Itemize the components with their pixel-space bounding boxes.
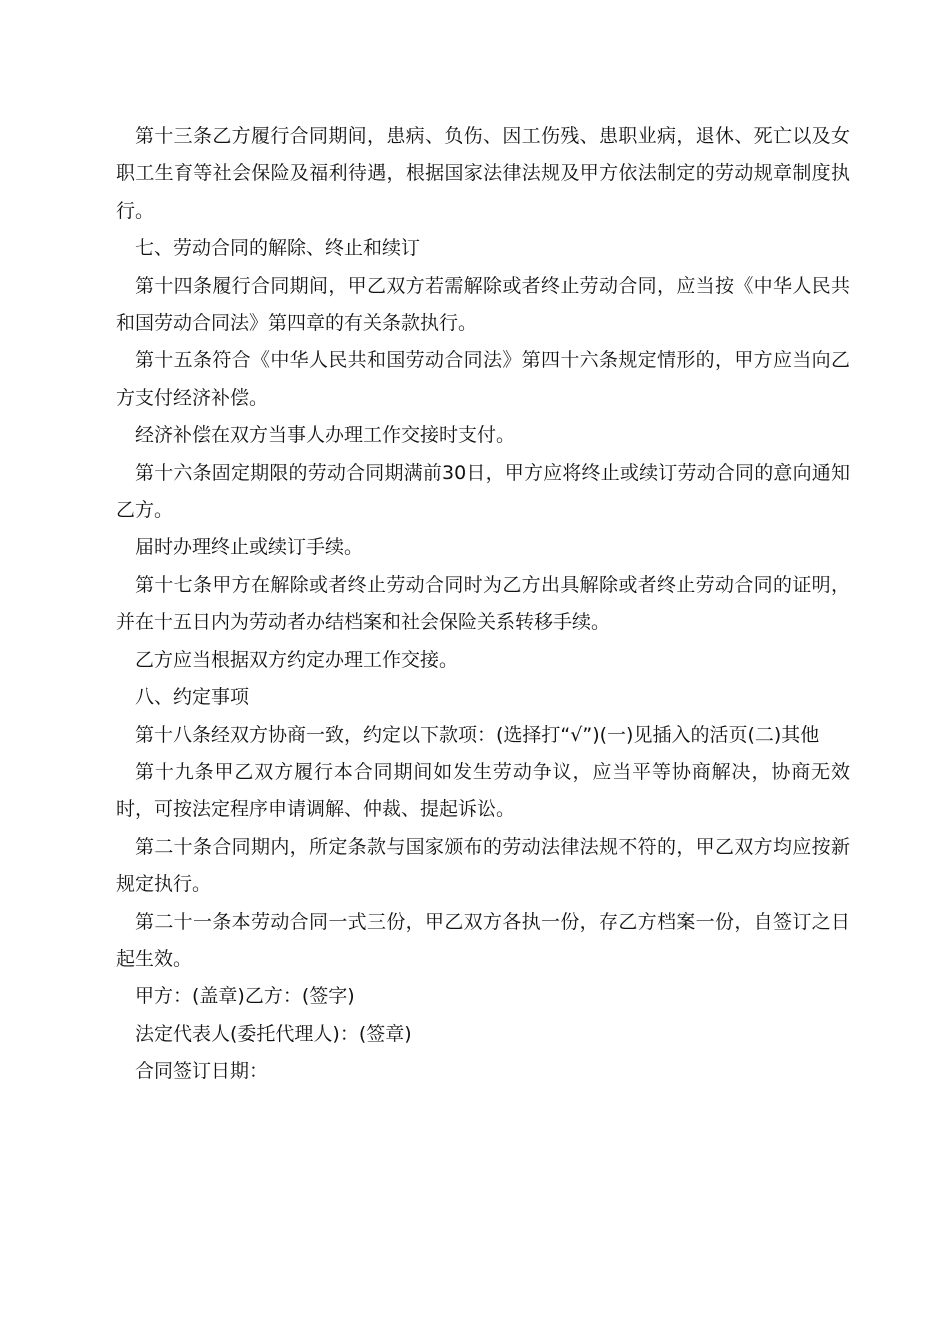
section-heading-8: 八、约定事项 xyxy=(135,686,250,709)
clause-15: 第十五条符合《中华人民共和国劳动合同法》第四十六条规定情形的，甲方应当向乙方支付经济补偿。 xyxy=(116,349,850,409)
clause-14: 第十四条履行合同期间，甲乙双方若需解除或者终止劳动合同，应当按《中华人民共和国劳动合同法》第四章的有关条款执行。 xyxy=(116,274,850,335)
clause-21: 第二十一条本劳动合同一式三份，甲乙双方各执一份，存乙方档案一份，自签订之日起生效。 xyxy=(116,910,850,970)
legal-representative-line: 法定代表人(委托代理人)：(签章) xyxy=(135,1022,412,1045)
section-heading-7: 七、劳动合同的解除、终止和续订 xyxy=(135,237,421,260)
renewal-procedure-note: 届时办理终止或续订手续。 xyxy=(135,536,364,559)
clause-19: 第十九条甲乙双方履行本合同期间如发生劳动争议，应当平等协商解决，协商无效时，可按法定程序申请调解、仲裁、提起诉讼。 xyxy=(116,760,850,821)
compensation-payment-note: 经济补偿在双方当事人办理工作交接时支付。 xyxy=(135,424,516,447)
clause-16: 第十六条固定期限的劳动合同期满前30日，甲方应将终止或续订劳动合同的意向通知乙方。 xyxy=(116,461,850,522)
handover-note: 乙方应当根据双方约定办理工作交接。 xyxy=(135,648,459,671)
clause-18: 第十八条经双方协商一致，约定以下款项：(选择打“√”)(一)见插入的活页(二)其他 xyxy=(135,723,820,746)
clause-20: 第二十条合同期内，所定条款与国家颁布的劳动法律法规不符的，甲乙双方均应按新规定执行。 xyxy=(116,835,850,896)
signing-date-line: 合同签订日期： xyxy=(135,1060,269,1083)
clause-13: 第十三条乙方履行合同期间，患病、负伤、因工伤残、患职业病，退休、死亡以及女职工生育等社会保险及福利待遇，根据国家法律法规及甲方依法制定的劳动规章制度执行。 xyxy=(116,125,850,222)
clause-17: 第十七条甲方在解除或者终止劳动合同时为乙方出具解除或者终止劳动合同的证明，并在十五日内为劳动者办结档案和社会保险关系转移手续。 xyxy=(116,573,850,634)
party-signature-line: 甲方：(盖章)乙方：(签字) xyxy=(135,985,355,1008)
document-page xyxy=(116,118,850,1091)
